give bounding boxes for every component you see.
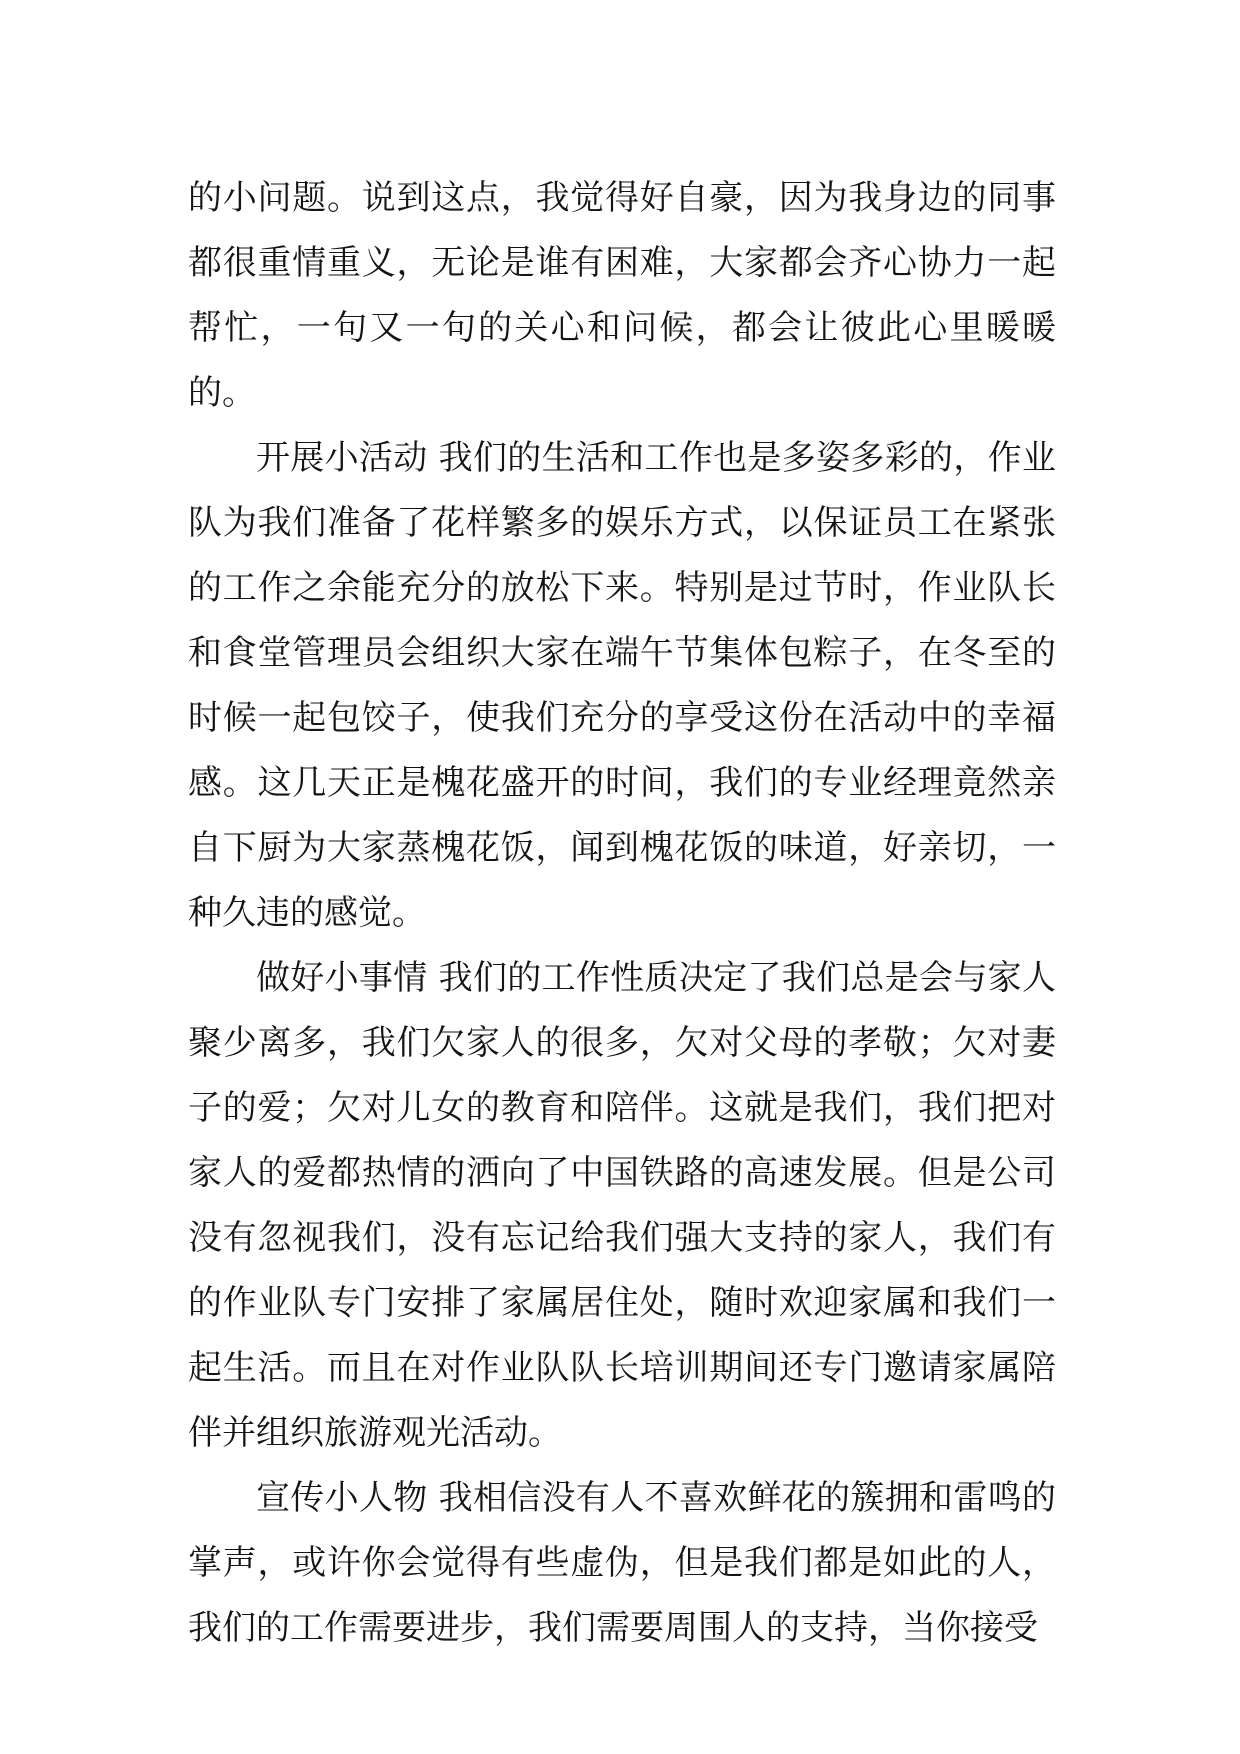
- paragraph-4: 宣传小人物 我相信没有人不喜欢鲜花的簇拥和雷鸣的掌声，或许你会觉得有些虚伪，但是我们都是如此的人，我们的工作需要进步，我们需要周围人的支持，当你接受: [188, 1478, 1056, 1648]
- paragraph-3: 做好小事情 我们的工作性质决定了我们总是会与家人聚少离多，我们欠家人的很多，欠对父母的孝敬；欠对妻子的爱；欠对儿女的教育和陪伴。这就是我们，我们把对家人的爱都热情的洒向了中国铁路的高速发展。但是公司没有忽视我们，没有忘记给我们强大支持的家人，我们有的作业队专门安排了家属居住处，随时欢迎家属和我们一起生活。而且在对作业队队长培训期间还专门邀请家属陪伴并组织旅游观光活动。: [188, 958, 1056, 1453]
- body-text: [188, 166, 1056, 1661]
- paragraph-1: 的小问题。说到这点，我觉得好自豪，因为我身边的同事都很重情重义，无论是谁有困难，大家都会齐心协力一起帮忙，一句又一句的关心和问候，都会让彼此心里暖暖的。: [188, 178, 1056, 413]
- paragraph-2: 开展小活动 我们的生活和工作也是多姿多彩的，作业队为我们准备了花样繁多的娱乐方式，以保证员工在紧张的工作之余能充分的放松下来。特别是过节时，作业队长和食堂管理员会组织大家在端午节集体包粽子，在冬至的时候一起包饺子，使我们充分的享受这份在活动中的幸福感。这几天正是槐花盛开的时间，我们的专业经理竟然亲自下厨为大家蒸槐花饭，闻到槐花饭的味道，好亲切，一种久违的感觉。: [188, 438, 1056, 933]
